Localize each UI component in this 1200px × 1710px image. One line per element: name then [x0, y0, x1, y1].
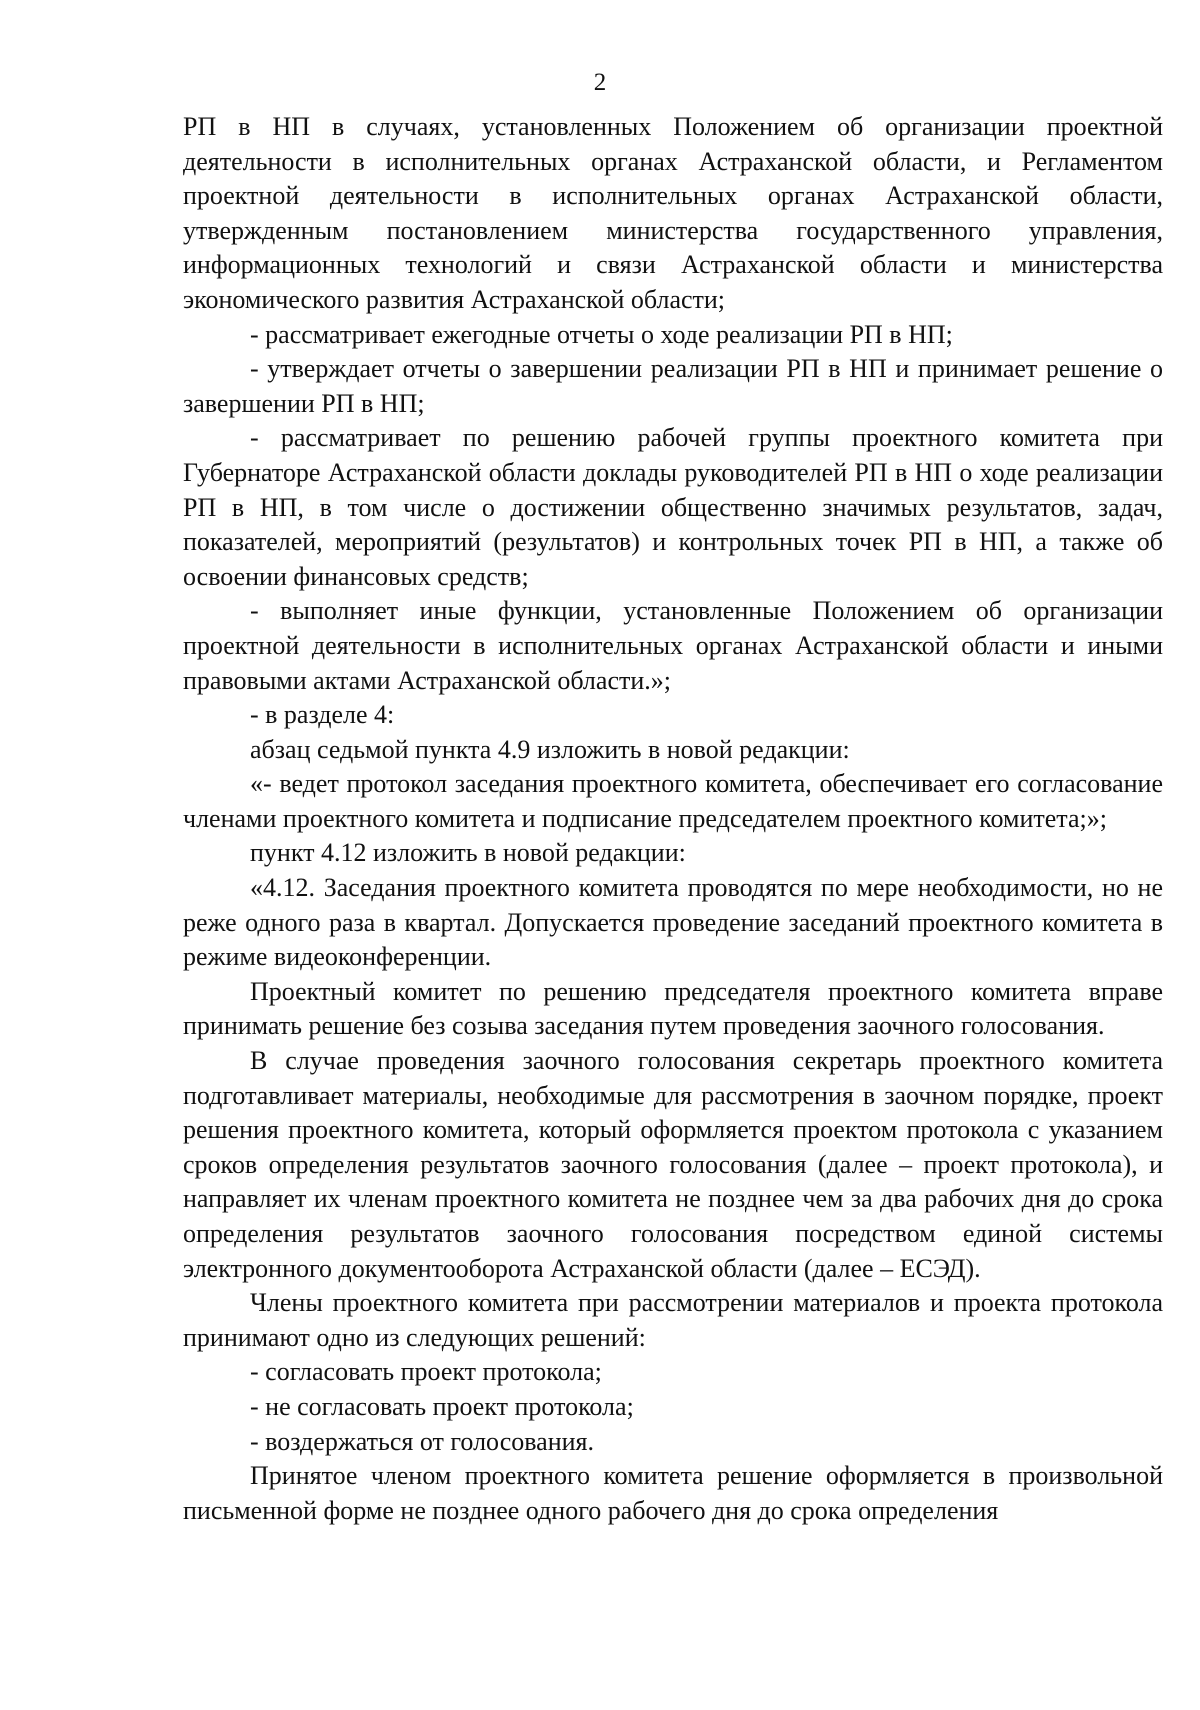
paragraph: - утверждает отчеты о завершении реализации РП в НП и принимает решение о завершении РП в НП; — [183, 354, 1163, 418]
paragraph: «4.12. Заседания проектного комитета проводятся по мере необходимости, но не реже одного раза в квартал. Допускается проведение заседаний проектного комитета в режиме видеоконференции. — [183, 873, 1163, 972]
paragraph: Члены проектного комитета при рассмотрении материалов и проекта протокола принимают одно из следующих решений: — [183, 1288, 1163, 1352]
document-body — [183, 110, 1163, 1528]
paragraph: РП в НП в случаях, установленных Положением об организации проектной деятельности в исполнительных органах Астраханской области, и Регламентом проектной деятельности в исполнительных органах Астраханской области, утвержденным постановлением министерства государственного управления, информационных технологий и связи Астраханской области и министерства экономического развития Астраханской области; — [183, 112, 1163, 314]
paragraph: - в разделе 4: — [250, 700, 395, 730]
paragraph: - рассматривает по решению рабочей группы проектного комитета при Губернаторе Астраханской области доклады руководителей РП в НП о ходе реализации РП в НП, в том числе о достижении общественно значимых результатов, задач, показателей, мероприятий (результатов) и контрольных точек РП в НП, а также об освоении финансовых средств; — [183, 423, 1163, 591]
paragraph: Проектный комитет по решению председателя проектного комитета вправе принимать решение без созыва заседания путем проведения заочного голосования. — [183, 976, 1163, 1041]
paragraph: пункт 4.12 изложить в новой редакции: — [250, 838, 686, 868]
paragraph: абзац седьмой пункта 4.9 изложить в новой редакции: — [250, 734, 850, 764]
paragraph: «- ведет протокол заседания проектного комитета, обеспечивает его согласование членами проектного комитета и подписание председателем проектного комитета;»; — [183, 769, 1163, 833]
paragraph: - согласовать проект протокола; — [250, 1357, 602, 1387]
paragraph: В случае проведения заочного голосования секретарь проектного комитета подготавливает материалы, необходимые для рассмотрения в заочном порядке, проект решения проектного комитета, который оформляется проектом протокола с указанием сроков определения результатов заочного голосования (далее – проект протокола), и направляет их членам проектного комитета не позднее чем за два рабочих дня до срока определения результатов заочного голосования посредством единой системы электронного документооборота Астраханской области (далее – ЕСЭД). — [183, 1046, 1163, 1283]
paragraph: Принятое членом проектного комитета решение оформляется в произвольной письменной форме не позднее одного рабочего дня до срока определения — [183, 1461, 1163, 1525]
paragraph: - воздержаться от голосования. — [250, 1426, 594, 1456]
paragraph: - не согласовать проект протокола; — [250, 1391, 634, 1421]
paragraph: - рассматривает ежегодные отчеты о ходе реализации РП в НП; — [250, 319, 953, 349]
paragraph: - выполняет иные функции, установленные Положением об организации проектной деятельности в исполнительных органах Астраханской области и иными правовыми актами Астраханской области.»; — [183, 596, 1163, 695]
page-number: 2 — [593, 69, 607, 96]
